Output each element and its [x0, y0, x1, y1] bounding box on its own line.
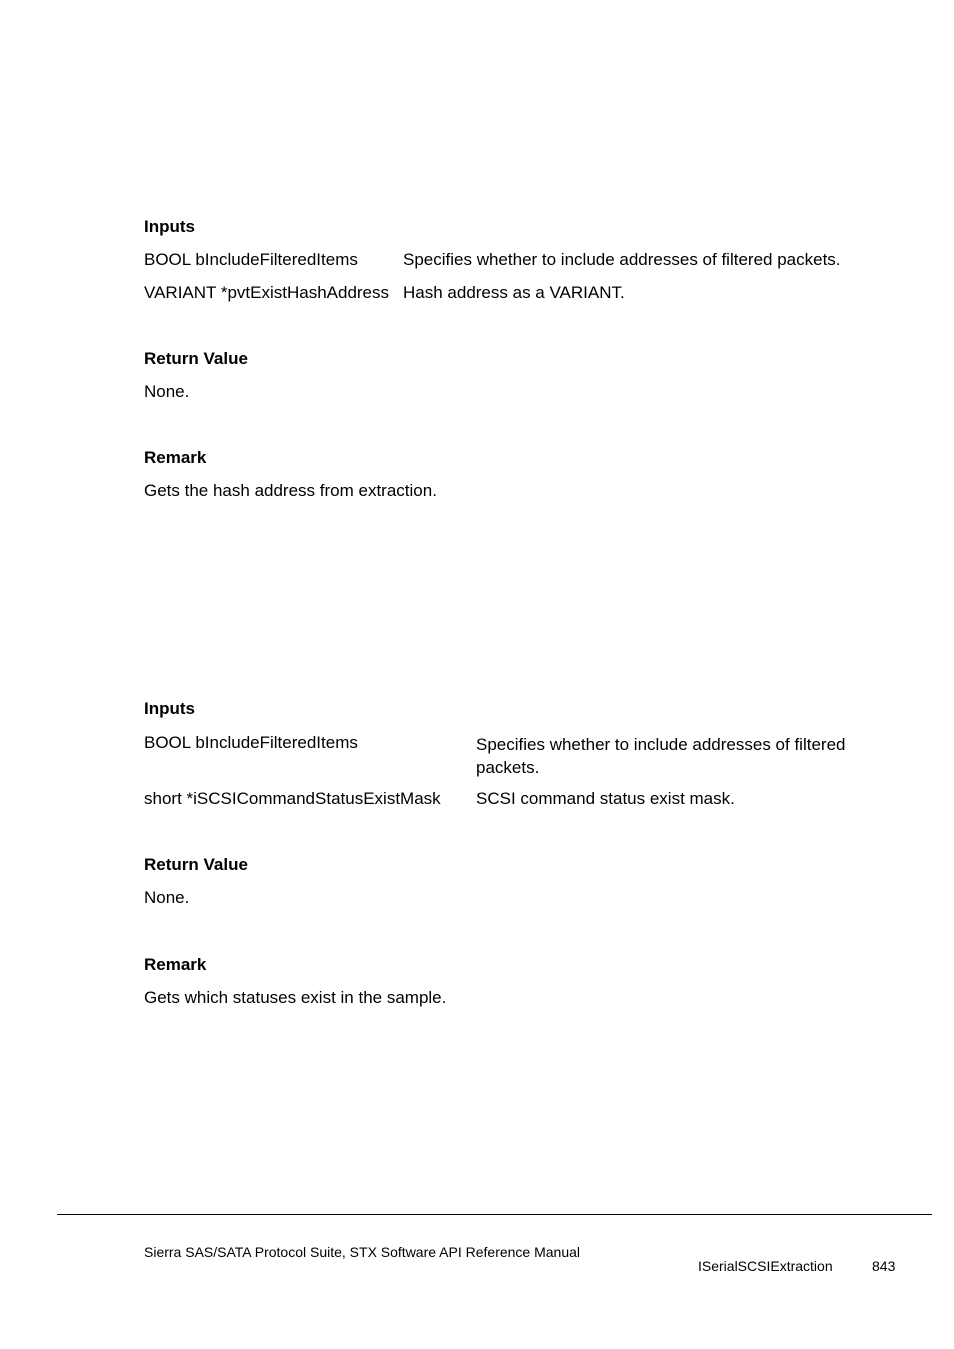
- footer-section-name: ISerialSCSIExtraction: [698, 1258, 833, 1274]
- footer-divider: [57, 1214, 932, 1215]
- footer-manual-title: Sierra SAS/SATA Protocol Suite, STX Software API Reference Manual: [144, 1244, 581, 1260]
- remark-text: Gets the hash address from extraction.: [144, 481, 437, 500]
- input-param-name: BOOL bIncludeFilteredItems: [144, 733, 358, 752]
- input-param-name: BOOL bIncludeFilteredItems: [144, 250, 358, 269]
- return-value-text: None.: [144, 888, 190, 907]
- footer-page-number: 843: [872, 1258, 896, 1274]
- inputs-heading: Inputs: [144, 699, 195, 718]
- input-param-description: Specifies whether to include addresses of filtered packets.: [476, 735, 846, 777]
- inputs-heading: Inputs: [144, 217, 195, 236]
- input-param-name: VARIANT *pvtExistHashAddress: [144, 283, 390, 302]
- input-param-description: Hash address as a VARIANT.: [403, 283, 625, 302]
- return-value-heading: Return Value: [144, 855, 248, 874]
- input-param-name: short *iSCSICommandStatusExistMask: [144, 789, 441, 808]
- remark-heading: Remark: [144, 448, 207, 467]
- input-param-description: Specifies whether to include addresses of filtered packets.: [403, 250, 841, 269]
- input-param-description: SCSI command status exist mask.: [476, 789, 735, 808]
- return-value-heading: Return Value: [144, 349, 248, 368]
- remark-heading: Remark: [144, 955, 207, 974]
- return-value-text: None.: [144, 382, 190, 401]
- remark-text: Gets which statuses exist in the sample.: [144, 988, 447, 1007]
